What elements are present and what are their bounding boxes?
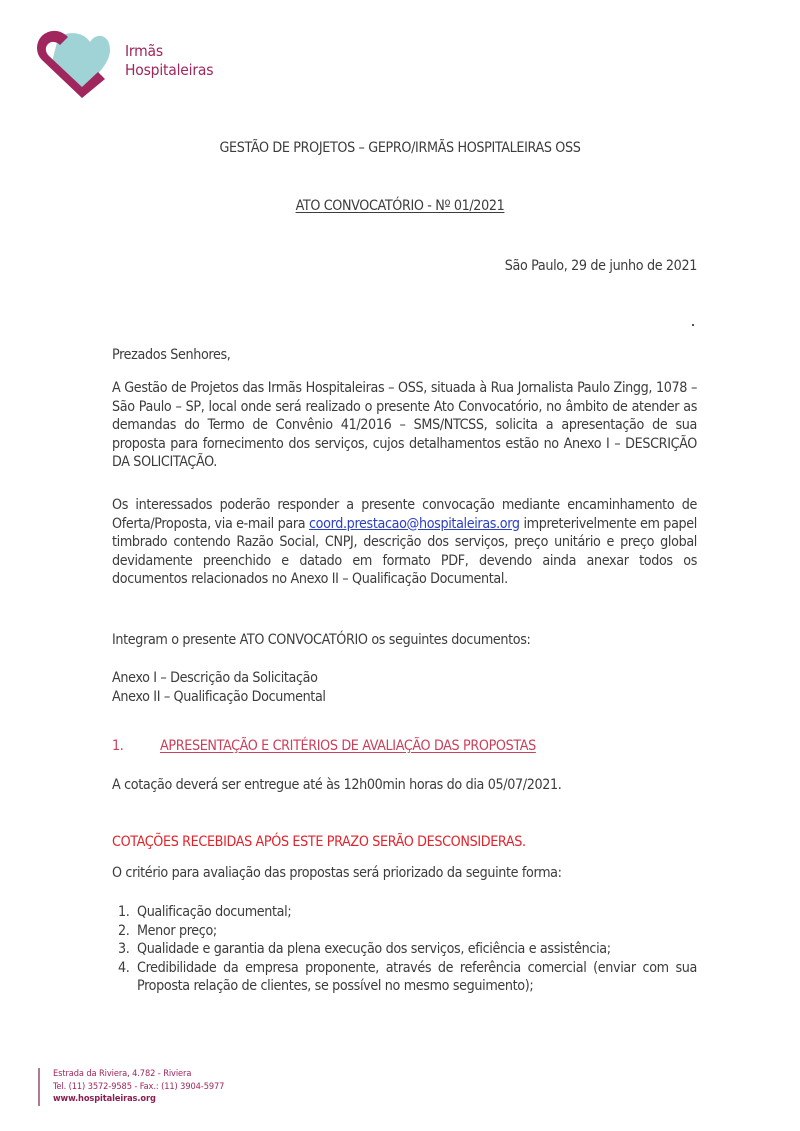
annex-item: Anexo I – Descrição da Solicitação — [112, 670, 318, 686]
criteria-intro: O critério para avaliação das propostas será priorizado da seguinte forma: — [112, 865, 562, 881]
brand-logo — [32, 28, 242, 103]
paragraph-submission — [112, 496, 697, 589]
salutation: Prezados Senhores, — [112, 347, 231, 363]
footer-contact — [38, 1068, 224, 1106]
criteria-item — [112, 959, 697, 996]
criteria-text: Qualidade e garantia da plena execução dos serviços, eficiência e assistência; — [137, 941, 611, 957]
annex-item: Anexo II – Qualificação Documental — [112, 689, 326, 705]
criteria-number: 1. — [118, 904, 130, 920]
section-number: 1. — [112, 738, 124, 754]
brand-name — [125, 42, 213, 80]
criteria-item — [112, 940, 697, 959]
deadline-text: A cotação deverá ser entregue até às 12h00min horas do dia 05/07/2021. — [112, 777, 562, 793]
criteria-text: Menor preço; — [137, 922, 217, 939]
annexes-intro: Integram o presente ATO CONVOCATÓRIO os seguintes documentos: — [112, 632, 531, 648]
brand-name-line1: Irmãs — [125, 42, 163, 60]
submission-text-before: Os interessados poderão responder a presente convocação mediante encaminhamento de Oferta/Proposta, via e-mail para — [112, 497, 697, 532]
criteria-item — [112, 903, 697, 922]
brand-name-line2: Hospitaleiras — [125, 61, 214, 79]
criteria-number: 2. — [118, 922, 130, 939]
footer-phones: Tel. (11) 3572-9585 - Fax.: (11) 3904-5977 — [53, 1080, 225, 1092]
paragraph-intro: A Gestão de Projetos das Irmãs Hospitaleiras – OSS, situada à Rua Jornalista Paulo Zingg, 1078 – São Paulo – SP, local onde será realizado o presente Ato Convocatório, no âmbito de atender as demandas do Termo de Convênio 41/2016 – SMS/NTCSS, solicita a apresentação de sua proposta para fornecimento dos serviços, cujos detalhamentos estão no Anexo I – DESCRIÇÃO DA SOLICITAÇÃO. — [112, 380, 697, 470]
stray-mark — [692, 324, 694, 326]
criteria-number: 3. — [118, 941, 130, 957]
footer-website-link[interactable]: www.hospitaleiras.org — [53, 1093, 156, 1104]
heart-logo-icon — [32, 28, 112, 103]
criteria-item — [112, 922, 697, 941]
criteria-text: Qualificação documental; — [137, 904, 292, 920]
deadline-warning: COTAÇÕES RECEBIDAS APÓS ESTE PRAZO SERÃO DESCONSIDERAS. — [112, 834, 526, 850]
criteria-text: Credibilidade da empresa proponente, através de referência comercial (enviar com sua Proposta relação de clientes, se possível no mesmo seguimento); — [137, 959, 697, 994]
place-date: São Paulo, 29 de junho de 2021 — [504, 258, 697, 274]
email-link[interactable]: coord.prestacao@hospitaleiras.org — [309, 515, 520, 532]
section-title: APRESENTAÇÃO E CRITÉRIOS DE AVALIAÇÃO DAS PROPOSTAS — [160, 738, 536, 754]
document-title: ATO CONVOCATÓRIO - Nº 01/2021 — [295, 198, 505, 214]
criteria-number: 4. — [118, 959, 130, 976]
footer-address: Estrada da Riviera, 4.782 - Riviera — [53, 1068, 192, 1079]
submission-text-after: impreterivelmente em papel timbrado contendo Razão Social, CNPJ, descrição dos serviços, preço unitário e preço global devidamente preenchido e datado em formato PDF, devendo ainda anexar todos os documentos relacionados no Anexo II – Qualificação Documental. — [112, 515, 697, 587]
criteria-list — [112, 903, 697, 996]
department-heading: GESTÃO DE PROJETOS – GEPRO/IRMÃS HOSPITALEIRAS OSS — [219, 140, 581, 156]
